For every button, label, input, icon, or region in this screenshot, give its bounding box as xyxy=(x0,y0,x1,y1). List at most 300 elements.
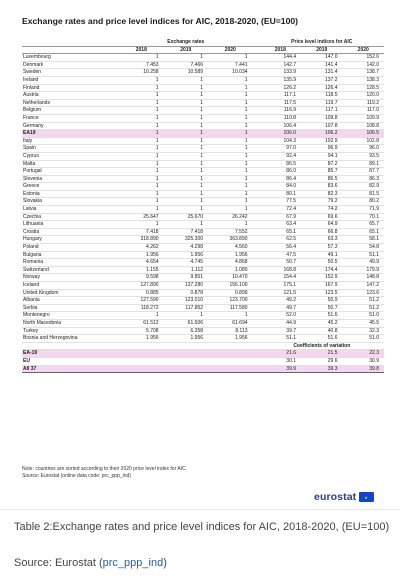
price-level-value: 148.8 xyxy=(342,274,384,282)
exchange-rate-value: 1 xyxy=(164,198,208,206)
exchange-rate-value: 1 xyxy=(119,76,163,84)
exchange-rate-value: 156.100 xyxy=(208,282,252,290)
price-level-value: 45.5 xyxy=(342,319,384,327)
price-level-value: 141.4 xyxy=(301,61,342,69)
table-row xyxy=(22,259,384,267)
price-level-value: 93.5 xyxy=(342,152,384,160)
price-level-value: 144.4 xyxy=(260,54,301,62)
exchange-rate-value: 10.258 xyxy=(119,69,163,77)
note-source xyxy=(22,473,382,480)
exchange-rate-value: 61.694 xyxy=(208,319,252,327)
group-price-level-indices: Price level indices for AIC xyxy=(260,39,384,46)
cov-value: 30.1 xyxy=(260,357,301,365)
price-level-value: 168.8 xyxy=(260,266,301,274)
exchange-rate-value: 4.745 xyxy=(164,259,208,267)
cov-value: 39.9 xyxy=(260,365,301,373)
price-level-value: 137.2 xyxy=(301,76,342,84)
price-level-value: 154.4 xyxy=(260,274,301,282)
price-level-value: 79.2 xyxy=(301,198,342,206)
price-level-value: 120.0 xyxy=(342,92,384,100)
table-row xyxy=(22,54,384,62)
price-level-value: 109.9 xyxy=(342,114,384,122)
exchange-rate-value: 1 xyxy=(164,84,208,92)
country-name: Greece xyxy=(22,183,119,191)
cov-header: Coefficients of variation xyxy=(260,342,384,350)
exchange-rate-value: 1 xyxy=(208,168,252,176)
exchange-rate-value: 1 xyxy=(208,152,252,160)
price-level-value: 109.8 xyxy=(301,114,342,122)
cov-value: 39.3 xyxy=(301,365,342,373)
price-level-value: 121.5 xyxy=(260,289,301,297)
source-close: ) xyxy=(163,557,167,569)
year-header: 2018 xyxy=(119,46,163,54)
table-row xyxy=(22,175,384,183)
price-level-value: 49.9 xyxy=(342,259,384,267)
table-row xyxy=(22,190,384,198)
exchange-rate-value: 1 xyxy=(119,152,163,160)
exchange-rate-value: 363.890 xyxy=(208,236,252,244)
price-level-value: 50.7 xyxy=(260,259,301,267)
exchange-rate-value: 1 xyxy=(119,137,163,145)
table-caption: Table 2:Exchange rates and price level indices for AIC, 2018-2020, (EU=100) xyxy=(14,521,390,533)
exchange-rate-value: 1 xyxy=(164,190,208,198)
country-name: Estonia xyxy=(22,190,119,198)
table-row xyxy=(22,152,384,160)
price-level-value: 97.0 xyxy=(260,145,301,153)
price-level-value: 152.9 xyxy=(301,274,342,282)
price-level-value: 147.0 xyxy=(301,54,342,62)
exchange-rates-table xyxy=(22,39,384,373)
exchange-rate-value: 1 xyxy=(164,221,208,229)
price-level-value: 102.8 xyxy=(342,137,384,145)
price-level-value: 142.0 xyxy=(342,61,384,69)
source-link[interactable]: prc_ppp_ind xyxy=(102,557,164,569)
country-name: Montenegro xyxy=(22,312,119,320)
price-level-value: 87.7 xyxy=(342,168,384,176)
exchange-rate-value: 1 xyxy=(164,175,208,183)
exchange-rate-value: 1 xyxy=(119,84,163,92)
exchange-rate-value: 137.280 xyxy=(164,282,208,290)
table-title: Exchange rates and price level indices for AIC, 2018-2020, (EU=100) xyxy=(22,16,299,26)
country-name: United Kingdom xyxy=(22,289,119,297)
price-level-value: 179.9 xyxy=(342,266,384,274)
exchange-rate-value: 1 xyxy=(164,99,208,107)
exchange-rate-value: 4.298 xyxy=(164,244,208,252)
price-level-value: 174.4 xyxy=(301,266,342,274)
country-name: Austria xyxy=(22,92,119,100)
country-name: Croatia xyxy=(22,228,119,236)
price-level-value: 51.0 xyxy=(342,335,384,343)
price-level-value: 142.7 xyxy=(260,61,301,69)
price-level-value: 51.0 xyxy=(342,312,384,320)
exchange-rate-value: 4.560 xyxy=(208,244,252,252)
table-row xyxy=(22,335,384,343)
country-name: Belgium xyxy=(22,107,119,115)
exchange-rate-value: 1.956 xyxy=(164,335,208,343)
country-name: Iceland xyxy=(22,282,119,290)
exchange-rate-value: 1 xyxy=(164,92,208,100)
exchange-rate-value: 1 xyxy=(119,54,163,62)
price-level-value: 87.2 xyxy=(301,160,342,168)
price-level-value: 63.4 xyxy=(260,221,301,229)
price-level-value: 74.2 xyxy=(301,206,342,214)
price-level-value: 51.2 xyxy=(342,304,384,312)
exchange-rate-value: 1 xyxy=(164,145,208,153)
price-level-value: 126.4 xyxy=(301,84,342,92)
price-level-value: 85.7 xyxy=(301,168,342,176)
exchange-rate-value: 8.113 xyxy=(208,327,252,335)
exchange-rate-value: 1 xyxy=(119,183,163,191)
exchange-rate-value: 1 xyxy=(208,175,252,183)
price-level-value: 86.5 xyxy=(301,175,342,183)
country-name: Portugal xyxy=(22,168,119,176)
price-level-value: 86.3 xyxy=(342,175,384,183)
price-level-value: 138.3 xyxy=(342,76,384,84)
country-name: Lithuania xyxy=(22,221,119,229)
price-level-value: 117.5 xyxy=(260,99,301,107)
price-level-value: 117.1 xyxy=(301,107,342,115)
price-level-value: 44.9 xyxy=(260,319,301,327)
price-level-value: 126.2 xyxy=(260,84,301,92)
exchange-rate-value: 1 xyxy=(119,221,163,229)
price-level-value: 80.1 xyxy=(260,190,301,198)
table-row xyxy=(22,145,384,153)
exchange-rate-value: 117.852 xyxy=(164,304,208,312)
exchange-rate-value: 1 xyxy=(208,221,252,229)
price-level-value: 56.4 xyxy=(260,244,301,252)
cov-row xyxy=(22,357,384,365)
price-level-value: 94.1 xyxy=(301,152,342,160)
exchange-rate-value: 1.956 xyxy=(119,335,163,343)
price-level-value: 119.2 xyxy=(342,99,384,107)
exchange-rate-value: 7.552 xyxy=(208,228,252,236)
exchange-rate-value: 7.418 xyxy=(164,228,208,236)
cov-group-name: All 37 xyxy=(22,365,119,373)
exchange-rate-value: 4.654 xyxy=(119,259,163,267)
exchange-rate-value: 117.580 xyxy=(208,304,252,312)
exchange-rate-value: 1 xyxy=(119,198,163,206)
exchange-rate-value: 1 xyxy=(208,130,252,138)
price-level-value: 116.9 xyxy=(260,107,301,115)
exchange-rate-value: 0.899 xyxy=(208,289,252,297)
year-header: 2018 xyxy=(260,46,301,54)
price-level-value: 96.9 xyxy=(301,145,342,153)
price-level-value: 175.1 xyxy=(260,282,301,290)
exchange-rate-value: 318.890 xyxy=(119,236,163,244)
price-level-value: 86.5 xyxy=(260,160,301,168)
exchange-rate-value: 61.512 xyxy=(119,319,163,327)
price-level-value: 50.5 xyxy=(301,259,342,267)
exchange-rate-value: 1 xyxy=(119,114,163,122)
exchange-rate-value: 1 xyxy=(119,145,163,153)
cov-value: 39.8 xyxy=(342,365,384,373)
price-level-value: 84.0 xyxy=(260,183,301,191)
exchange-rate-value: 1 xyxy=(208,137,252,145)
price-level-value: 106.0 xyxy=(260,130,301,138)
exchange-rate-value: 1 xyxy=(119,92,163,100)
exchange-rate-value: 1 xyxy=(164,54,208,62)
exchange-rate-value: 1 xyxy=(208,122,252,130)
price-level-value: 86.4 xyxy=(260,175,301,183)
exchange-rate-value: 1 xyxy=(164,130,208,138)
country-name: Serbia xyxy=(22,304,119,312)
exchange-rate-value: 1 xyxy=(119,160,163,168)
price-level-value: 40.8 xyxy=(301,327,342,335)
price-level-value: 72.4 xyxy=(260,206,301,214)
exchange-rate-value: 1 xyxy=(164,114,208,122)
exchange-rate-value: 1 xyxy=(164,206,208,214)
exchange-rate-value: 1.112 xyxy=(164,266,208,274)
eu-flag-icon: ★ xyxy=(359,492,374,502)
table-row xyxy=(22,130,384,138)
country-name: Malta xyxy=(22,160,119,168)
exchange-rate-value: 7.453 xyxy=(119,61,163,69)
exchange-rate-value: 1 xyxy=(119,99,163,107)
exchange-rate-value: 1 xyxy=(208,114,252,122)
price-level-value: 64.9 xyxy=(301,221,342,229)
cov-group-name: EA-19 xyxy=(22,350,119,358)
price-level-value: 52.0 xyxy=(260,312,301,320)
country-name: Spain xyxy=(22,145,119,153)
table-row xyxy=(22,282,384,290)
logo-text: eurostat xyxy=(314,491,357,503)
country-name: Albania xyxy=(22,297,119,305)
note-source-label: Source: xyxy=(22,473,40,479)
country-name: France xyxy=(22,114,119,122)
price-level-value: 123.5 xyxy=(301,289,342,297)
exchange-rate-value: 1 xyxy=(164,122,208,130)
exchange-rate-value: 1 xyxy=(119,190,163,198)
cov-header-row xyxy=(22,342,384,350)
source-line xyxy=(14,557,167,569)
table-row xyxy=(22,99,384,107)
table-row xyxy=(22,160,384,168)
exchange-rate-value: 9.851 xyxy=(164,274,208,282)
price-level-value: 49.1 xyxy=(301,251,342,259)
country-name: Germany xyxy=(22,122,119,130)
table-row xyxy=(22,114,384,122)
exchange-rate-value: 127.590 xyxy=(119,297,163,305)
table-row xyxy=(22,69,384,77)
exchange-rate-value: 118.272 xyxy=(119,304,163,312)
exchange-rate-value: 5.708 xyxy=(119,327,163,335)
group-exchange-rates: Exchange rates xyxy=(119,39,252,46)
exchange-rate-value: 1 xyxy=(119,312,163,320)
country-name: Cyprus xyxy=(22,152,119,160)
price-level-value: 82.9 xyxy=(342,183,384,191)
country-name: Switzerland xyxy=(22,266,119,274)
price-level-value: 51.6 xyxy=(301,312,342,320)
exchange-rate-value: 1 xyxy=(164,137,208,145)
price-level-value: 39.7 xyxy=(260,327,301,335)
exchange-rate-value: 6.358 xyxy=(164,327,208,335)
table-row xyxy=(22,168,384,176)
group-header-row xyxy=(22,39,384,46)
price-level-value: 70.1 xyxy=(342,213,384,221)
price-level-value: 117.1 xyxy=(260,92,301,100)
year-header: 2019 xyxy=(301,46,342,54)
exchange-rate-value: 1 xyxy=(119,107,163,115)
exchange-rate-value: 9.598 xyxy=(119,274,163,282)
year-header: 2019 xyxy=(164,46,208,54)
table-row xyxy=(22,244,384,252)
price-level-value: 102.9 xyxy=(301,137,342,145)
exchange-rate-value: 1 xyxy=(208,99,252,107)
country-name: Bulgaria xyxy=(22,251,119,259)
table-row xyxy=(22,319,384,327)
exchange-rate-value: 4.868 xyxy=(208,259,252,267)
price-level-value: 65.1 xyxy=(342,228,384,236)
price-level-value: 67.9 xyxy=(260,213,301,221)
exchange-rate-value: 1 xyxy=(164,183,208,191)
exchange-rate-value: 1 xyxy=(164,160,208,168)
price-level-value: 82.3 xyxy=(301,190,342,198)
table-row xyxy=(22,61,384,69)
table-row xyxy=(22,92,384,100)
country-name: North Macedonia xyxy=(22,319,119,327)
price-level-value: 119.7 xyxy=(301,99,342,107)
exchange-rate-value: 1 xyxy=(208,190,252,198)
year-header-row xyxy=(22,46,384,54)
country-name: Slovakia xyxy=(22,198,119,206)
country-name: Sweden xyxy=(22,69,119,77)
cov-group-name: EU xyxy=(22,357,119,365)
country-name: Turkey xyxy=(22,327,119,335)
exchange-rate-value: 123.700 xyxy=(208,297,252,305)
price-level-value: 58.1 xyxy=(342,236,384,244)
cov-value: 30.9 xyxy=(342,357,384,365)
exchange-rate-value: 1 xyxy=(164,152,208,160)
cov-value: 21.6 xyxy=(260,350,301,358)
exchange-rate-value: 1 xyxy=(208,107,252,115)
country-name: Italy xyxy=(22,137,119,145)
country-name: Hungary xyxy=(22,236,119,244)
table-row xyxy=(22,84,384,92)
cov-value: 22.3 xyxy=(342,350,384,358)
price-level-value: 47.5 xyxy=(260,251,301,259)
price-level-value: 128.5 xyxy=(342,84,384,92)
exchange-rate-value: 1 xyxy=(208,160,252,168)
price-level-value: 108.8 xyxy=(342,122,384,130)
table-row xyxy=(22,327,384,335)
exchange-rate-value: 7.466 xyxy=(164,61,208,69)
exchange-rate-value: 1 xyxy=(208,84,252,92)
year-header: 2020 xyxy=(208,46,252,54)
table-row xyxy=(22,76,384,84)
exchange-rate-value: 4.262 xyxy=(119,244,163,252)
price-level-value: 104.3 xyxy=(260,137,301,145)
table-row xyxy=(22,251,384,259)
table-row xyxy=(22,304,384,312)
table-row xyxy=(22,206,384,214)
exchange-rate-value: 1 xyxy=(119,168,163,176)
price-level-value: 69.6 xyxy=(301,213,342,221)
cov-value: 29.6 xyxy=(301,357,342,365)
price-level-value: 135.9 xyxy=(260,76,301,84)
eurostat-logo xyxy=(314,491,374,503)
exchange-rate-value: 1.956 xyxy=(208,251,252,259)
exchange-rate-value: 1 xyxy=(164,168,208,176)
exchange-rate-value: 1 xyxy=(208,312,252,320)
table-row xyxy=(22,183,384,191)
country-name: Latvia xyxy=(22,206,119,214)
exchange-rate-value: 1 xyxy=(164,76,208,84)
price-level-value: 131.4 xyxy=(301,69,342,77)
exchange-rate-value: 1 xyxy=(164,312,208,320)
price-level-value: 107.8 xyxy=(301,122,342,130)
price-level-value: 80.2 xyxy=(342,198,384,206)
table-row xyxy=(22,266,384,274)
exchange-rate-value: 1 xyxy=(208,198,252,206)
country-name: Luxembourg xyxy=(22,54,119,62)
divider xyxy=(0,509,400,510)
price-level-value: 167.9 xyxy=(301,282,342,290)
country-name: EA19 xyxy=(22,130,119,138)
price-level-value: 51.1 xyxy=(342,251,384,259)
cov-row xyxy=(22,365,384,373)
exchange-rate-value: 25.670 xyxy=(164,213,208,221)
table-row xyxy=(22,198,384,206)
price-level-value: 49.2 xyxy=(260,297,301,305)
exchange-rate-value: 1 xyxy=(208,76,252,84)
country-name: Denmark xyxy=(22,61,119,69)
price-level-value: 66.8 xyxy=(301,228,342,236)
exchange-rate-value: 1 xyxy=(208,92,252,100)
table-row xyxy=(22,137,384,145)
country-name: Poland xyxy=(22,244,119,252)
price-level-value: 54.8 xyxy=(342,244,384,252)
price-level-value: 32.3 xyxy=(342,327,384,335)
exchange-rate-value: 7.418 xyxy=(119,228,163,236)
price-level-value: 118.5 xyxy=(301,92,342,100)
table-row xyxy=(22,228,384,236)
country-name: Netherlands xyxy=(22,99,119,107)
price-level-value: 81.5 xyxy=(342,190,384,198)
exchange-rate-value: 1 xyxy=(208,206,252,214)
price-level-value: 65.1 xyxy=(260,228,301,236)
exchange-rate-value: 10.034 xyxy=(208,69,252,77)
exchange-rate-value: 1.080 xyxy=(208,266,252,274)
price-level-value: 65.7 xyxy=(342,221,384,229)
exchange-rate-value: 1 xyxy=(119,130,163,138)
price-level-value: 62.5 xyxy=(260,236,301,244)
country-name: Slovenia xyxy=(22,175,119,183)
price-level-value: 77.5 xyxy=(260,198,301,206)
exchange-rate-value: 1 xyxy=(119,122,163,130)
country-name: Finland xyxy=(22,84,119,92)
table-row xyxy=(22,274,384,282)
table-row xyxy=(22,221,384,229)
exchange-rate-value: 26.242 xyxy=(208,213,252,221)
price-level-value: 50.7 xyxy=(301,304,342,312)
exchange-rate-value: 25.647 xyxy=(119,213,163,221)
table-row xyxy=(22,122,384,130)
table-body xyxy=(22,54,384,373)
price-level-value: 50.9 xyxy=(301,297,342,305)
exchange-rate-value: 1 xyxy=(119,206,163,214)
table-row xyxy=(22,289,384,297)
exchange-rate-value: 0.885 xyxy=(119,289,163,297)
price-level-value: 92.4 xyxy=(260,152,301,160)
table-note xyxy=(22,466,382,480)
price-level-value: 133.9 xyxy=(260,69,301,77)
exchange-rate-value: 1.155 xyxy=(119,266,163,274)
exchange-rate-value: 1.956 xyxy=(164,251,208,259)
price-level-value: 86.0 xyxy=(260,168,301,176)
exchange-rate-value: 1.956 xyxy=(208,335,252,343)
price-level-value: 106.4 xyxy=(260,122,301,130)
exchange-rate-value: 1 xyxy=(164,107,208,115)
